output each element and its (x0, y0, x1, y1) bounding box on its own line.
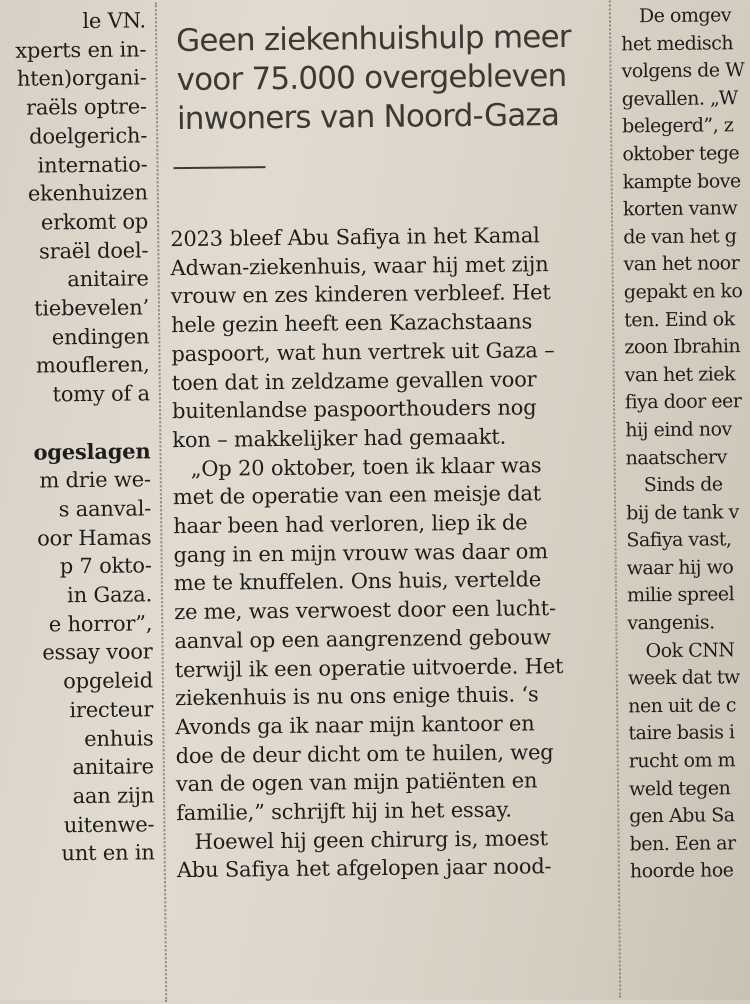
left-column-line: p 7 okto- (59, 553, 152, 579)
left-column-line (0, 408, 154, 438)
left-column-line: ekenhuizen (27, 180, 148, 206)
left-column-line: erkomt op (40, 209, 149, 235)
right-column-line: kampte bove (622, 169, 741, 193)
right-column-line: oktober tege (622, 142, 740, 166)
article-headline (176, 18, 601, 139)
left-column-line: ogeslagen (33, 437, 151, 465)
right-column-line: gepakt en ko (623, 280, 743, 304)
left-column-line: moufleren, (35, 352, 150, 378)
right-column-line: de van het g (623, 224, 737, 249)
right-column-line: rucht om m (628, 749, 736, 773)
article-body-line: familie,” schrijft hij in het essay. (176, 797, 512, 826)
left-column-line: e horror”, (48, 611, 153, 637)
left-column-line: enhuis (84, 725, 154, 751)
left-column (0, 2, 159, 869)
right-column-line: belegerd”, z (621, 114, 734, 138)
left-column-line: unt en in (61, 840, 155, 866)
article-body-line: Hoewel hij geen chirurg is, moest (194, 825, 548, 854)
article-body-line: Adwan-ziekenhuis, waar hij met zijn (170, 251, 549, 280)
article-body-line: vrouw en zes kinderen verbleef. Het (170, 280, 551, 309)
article-body-line: hele gezin heeft een Kazachstaans (171, 309, 533, 338)
article-body-line: terwijl ik een operatie uitvoerde. Het (174, 653, 564, 682)
right-column-line: gen Abu Sa (629, 804, 735, 828)
right-column-line: Sinds de (643, 473, 723, 497)
headline-line: Geen ziekenhuishulp meer (175, 18, 571, 60)
right-column (621, 0, 750, 886)
right-column-line: fiya door eer (624, 390, 742, 414)
article-body-line: Avonds ga ik naar mijn kantoor en (175, 711, 535, 740)
left-column-line: opgeleid (63, 668, 154, 694)
headline-line: voor 75.000 overgebleven (176, 57, 567, 99)
right-column-line: week dat tw (627, 666, 740, 690)
article-body-line: toen dat in zeldzame gevallen voor (171, 366, 537, 395)
left-column-line: internatio- (37, 151, 148, 178)
right-column-text (621, 2, 750, 886)
left-column-line: in Gaza. (66, 582, 153, 608)
article-body-line: me te knuffelen. Ons huis, vertelde (173, 567, 542, 596)
article-body-line: „Op 20 oktober, toen ik klaar was (190, 452, 542, 481)
right-column-line: van het ziek (624, 362, 736, 387)
article-body-line: paspoort, wat hun vertrek uit Gaza – (171, 337, 555, 366)
right-column-line: ben. Een ar (629, 832, 736, 856)
right-column-line: naatscherv (625, 445, 727, 469)
right-column-line: van het noor (623, 252, 740, 276)
left-column-line: anitaire (72, 754, 154, 780)
headline-line: inwoners van Noord-Gaza (176, 97, 560, 138)
article-body-line: ze me, was verwoest door een lucht- (174, 596, 556, 625)
right-column-line: hoorde hoe (629, 859, 734, 883)
right-column-line: het medisch (621, 31, 734, 55)
left-column-line: tiebevelen’ (33, 295, 150, 321)
right-column-line: bij de tank v (626, 500, 739, 525)
article-column (160, 0, 609, 885)
right-column-line: hij eind nov (625, 418, 732, 442)
right-column-line: Safiya vast, (626, 528, 732, 552)
left-column-text (0, 6, 159, 869)
right-column-line: De omgev (638, 4, 732, 28)
left-column-line: hten)organi- (16, 65, 147, 92)
left-column-line: doelgerich- (29, 123, 148, 149)
headline-rule (174, 166, 266, 169)
left-column-line: aan zijn (72, 783, 155, 809)
left-column-line: raëls optre- (25, 94, 147, 120)
article-body-line: gang in en mijn vrouw was daar om (173, 538, 548, 567)
left-column-line: sraël doel- (38, 237, 149, 264)
left-column-line: anitaire (67, 266, 149, 292)
right-column-line: zoon Ibrahin (624, 335, 741, 359)
right-column-line: Ook CNN (645, 638, 735, 662)
right-column-line: volgens de W (621, 59, 745, 83)
article-body-line: doe de deur dicht om te huilen, weg (175, 739, 554, 768)
right-column-line: milie spreel (626, 583, 735, 607)
right-column-line: gevallen. „W (621, 86, 738, 111)
left-column-line: tomy of a (52, 381, 150, 407)
article-body (170, 221, 609, 886)
right-column-line: taire basis i (628, 721, 735, 745)
article-body-line: aanval op een aangrenzend gebouw (174, 625, 551, 653)
column-divider-right (609, 0, 621, 997)
article-body-line: buitenlandse paspoorthouders nog (171, 395, 537, 424)
left-column-line: uitenwe- (63, 812, 155, 837)
article-body-line: kon – makkelijker had gemaakt. (172, 424, 507, 453)
left-column-line: le VN. (82, 8, 147, 34)
left-column-line: xperts en in- (15, 37, 147, 63)
right-column-line: ten. Eind ok (624, 307, 735, 331)
left-column-line: irecteur (69, 697, 154, 723)
right-column-line: korten vanw (622, 197, 738, 221)
article-body-line: ziekenhuis is nu ons enige thuis. ‘s (174, 682, 539, 711)
article-body-line: haar been had verloren, liep ik de (173, 510, 528, 539)
article-body-line: 2023 bleef Abu Safiya in het Kamal (170, 223, 540, 252)
article-body-line: met de operatie van een meisje dat (172, 481, 542, 510)
right-column-line: nen uit de c (628, 694, 737, 718)
left-column-line: m drie we- (39, 467, 151, 493)
article-body-line: van de ogen van mijn patiënten en (175, 768, 538, 797)
left-column-line: oor Hamas (37, 525, 152, 551)
left-column-line: s aanval- (58, 496, 152, 522)
left-column-line: essay voor (42, 639, 153, 665)
left-column-line: endingen (51, 324, 150, 350)
right-column-line: vangenis. (627, 611, 715, 635)
article-body-line: Abu Safiya het afgelopen jaar nood- (176, 854, 552, 883)
right-column-line: waar hij wo (626, 556, 734, 580)
right-column-line: weld tegen (628, 776, 731, 800)
